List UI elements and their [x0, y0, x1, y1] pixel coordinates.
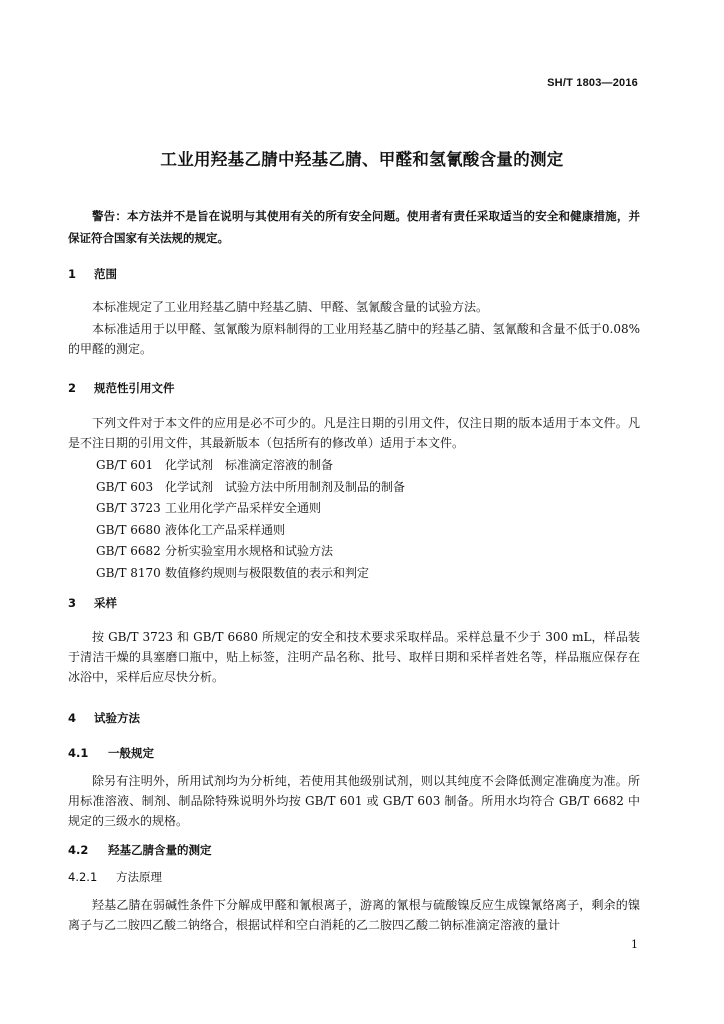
reference-title: 化学试剂 标准滴定溶液的制备: [165, 458, 334, 472]
subsection-4-2-heading: [68, 842, 212, 858]
reference-title: 分析实验室用水规格和试验方法: [165, 544, 334, 558]
subsection-number: 4.2.1: [68, 870, 98, 884]
reference-code: GB/T 603: [96, 479, 154, 494]
document-title: 工业用羟基乙腈中羟基乙腈、甲醛和氢氰酸含量的测定: [160, 150, 564, 169]
subsection-title: 方法原理: [116, 870, 162, 884]
sampling-paragraph: 按 GB/T 3723 和 GB/T 6680 所规定的安全和技术要求采取样品。采样总量不少于 300 mL，样品装于清洁干燥的具塞磨口瓶中，贴上标签，注明产品名称、批号、取样日期和采样者姓名等，样品瓶应保存在冰浴中，采样后应尽快分析。: [68, 630, 640, 684]
reference-item: [96, 521, 405, 543]
method-principle-paragraph: 羟基乙腈在弱碱性条件下分解成甲醛和氰根离子，游离的氰根与硫酸镍反应生成镍氰络离子，剩余的镍离子与乙二胺四乙酸二钠络合，根据试样和空白消耗的乙二胺四乙酸二钠标准滴定溶液的量计: [68, 898, 640, 932]
reference-code: GB/T 6680: [96, 522, 161, 537]
standard-code: SH/T 1803—2016: [547, 77, 638, 89]
section-1-heading: [68, 266, 117, 282]
reference-title: 数值修约规则与极限数值的表示和判定: [165, 565, 370, 580]
reference-item: [96, 499, 405, 521]
reference-item: [96, 456, 405, 478]
section-title: 规范性引用文件: [94, 381, 175, 395]
section-number: 2: [68, 381, 77, 395]
page-number: 1: [631, 938, 638, 951]
reference-code: GB/T 3723: [96, 501, 161, 515]
subsection-number: 4.2: [68, 843, 89, 857]
scope-paragraph-1: 本标准规定了工业用羟基乙腈中羟基乙腈、甲醛、氢氰酸含量的试验方法。: [92, 300, 489, 314]
section-title: 采样: [94, 596, 117, 610]
reference-title: 液体化工产品采样通则: [165, 522, 286, 537]
subsection-title: 一般规定: [108, 746, 154, 760]
reference-item: [96, 564, 405, 586]
reference-code: GB/T 8170: [96, 565, 161, 580]
section-4-heading: [68, 710, 140, 726]
warning-paragraph: 警告：本方法并不是旨在说明与其使用有关的所有安全问题。使用者有责任采取适当的安全和健康措施，并保证符合国家有关法规的规定。: [68, 209, 640, 245]
reference-code: GB/T 6682: [96, 544, 161, 558]
section-2-heading: [68, 380, 175, 396]
section-3-heading: [68, 595, 117, 611]
scope-paragraph-2: 本标准适用于以甲醛、氢氰酸为原料制得的工业用羟基乙腈中的羟基乙腈、氢氰酸和含量不低于0.08%的甲醛的测定。: [68, 322, 640, 356]
section-number: 1: [68, 267, 77, 281]
section-number: 4: [68, 711, 77, 725]
reference-title: 化学试剂 试验方法中所用制剂及制品的制备: [165, 479, 406, 494]
section-title: 试验方法: [94, 711, 140, 725]
section-title: 范围: [94, 267, 117, 281]
subsection-4-1-heading: [68, 745, 154, 761]
reference-title: 工业用化学产品采样安全通则: [165, 501, 322, 515]
reference-code: GB/T 601: [96, 458, 154, 472]
section-number: 3: [68, 596, 77, 610]
subsection-title: 羟基乙腈含量的测定: [108, 843, 212, 857]
normative-refs-intro: 下列文件对于本文件的应用是必不可少的。凡是注日期的引用文件，仅注日期的版本适用于本文件。凡是不注日期的引用文件，其最新版本（包括所有的修改单）适用于本文件。: [68, 416, 640, 450]
general-rules-paragraph: 除另有注明外，所用试剂均为分析纯，若使用其他级别试剂，则以其纯度不会降低测定准确度为准。所用标准溶液、制剂、制品除特殊说明外均按 GB/T 601 或 GB/T 603 制备。所用水均符合 GB/T 6682 中规定的三级水的规格。: [68, 774, 640, 828]
reference-item: [96, 478, 405, 500]
reference-item: [96, 542, 405, 564]
subsection-number: 4.1: [68, 746, 89, 760]
subsection-4-2-1-heading: [68, 869, 162, 885]
reference-list: [96, 456, 405, 585]
